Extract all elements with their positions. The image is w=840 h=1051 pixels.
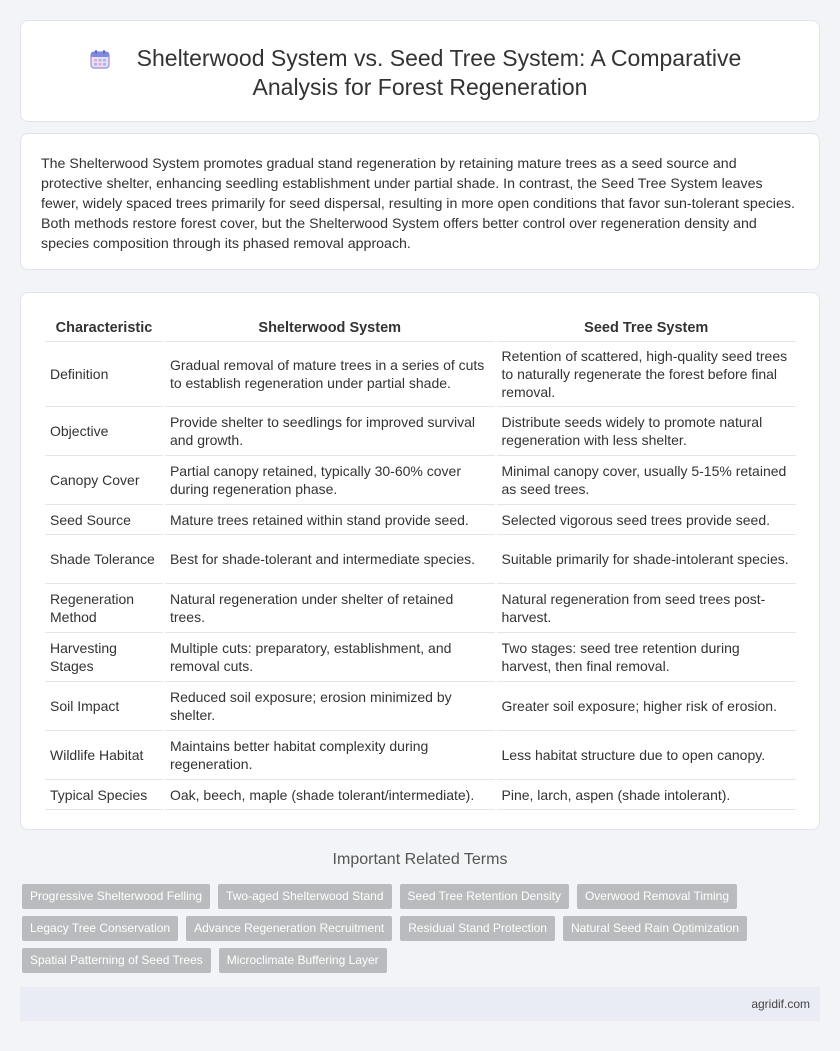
footer-site-link[interactable]: agridif.com: [751, 997, 810, 1011]
row-label: Seed Source: [45, 505, 163, 535]
shelterwood-cell: Multiple cuts: preparatory, establishment, and removal cuts.: [165, 633, 495, 682]
shelterwood-cell: Reduced soil exposure; erosion minimized by shelter.: [165, 682, 495, 731]
seed-tree-cell: Suitable primarily for shade-intolerant species.: [497, 535, 797, 584]
table-row: [45, 407, 796, 456]
shelterwood-cell: Gradual removal of mature trees in a series of cuts to establish regeneration under partial shade.: [165, 342, 495, 407]
seed-tree-cell: Greater soil exposure; higher risk of erosion.: [497, 682, 797, 731]
comparison-table-card: [20, 292, 820, 830]
related-term-tag[interactable]: Two-aged Shelterwood Stand: [218, 884, 391, 909]
row-label: Wildlife Habitat: [45, 731, 163, 780]
seed-tree-cell: Natural regeneration from seed trees post-harvest.: [497, 584, 797, 633]
table-row: [45, 342, 796, 407]
related-term-tag[interactable]: Legacy Tree Conservation: [22, 916, 178, 941]
row-label: Harvesting Stages: [45, 633, 163, 682]
related-term-tag[interactable]: Residual Stand Protection: [400, 916, 555, 941]
related-terms-list: [22, 884, 752, 973]
seed-tree-cell: Selected vigorous seed trees provide seed.: [497, 505, 797, 535]
table-row: [45, 731, 796, 780]
table-row: [45, 584, 796, 633]
row-label: Canopy Cover: [45, 456, 163, 505]
row-label: Shade Tolerance: [45, 535, 163, 584]
header-card: [20, 20, 820, 122]
related-terms-title: Important Related Terms: [332, 851, 508, 868]
page-title: [99, 44, 742, 102]
shelterwood-cell: Provide shelter to seedlings for improved survival and growth.: [165, 407, 495, 456]
seed-tree-cell: Two stages: seed tree retention during harvest, then final removal.: [497, 633, 797, 682]
row-label: Soil Impact: [45, 682, 163, 731]
table-header-row: [45, 315, 796, 342]
column-header-characteristic: Characteristic: [45, 315, 163, 342]
table-row: [45, 780, 796, 810]
related-term-tag[interactable]: Microclimate Buffering Layer: [219, 948, 387, 973]
shelterwood-cell: Oak, beech, maple (shade tolerant/intermediate).: [165, 780, 495, 810]
related-term-tag[interactable]: Progressive Shelterwood Felling: [22, 884, 210, 909]
page-title-line-2: Analysis for Forest Regeneration: [252, 74, 588, 100]
column-header-seed-tree: Seed Tree System: [497, 315, 797, 342]
comparison-table: [43, 315, 798, 810]
intro-card: [20, 133, 820, 270]
row-label: Regeneration Method: [45, 584, 163, 633]
table-row: [45, 633, 796, 682]
page-title-line-1: Shelterwood System vs. Seed Tree System: A Comparative: [136, 45, 742, 71]
related-term-tag[interactable]: Overwood Removal Timing: [577, 884, 737, 909]
table-row: [45, 682, 796, 731]
seed-tree-cell: Retention of scattered, high-quality seed trees to naturally regenerate the forest before final removal.: [497, 342, 797, 407]
table-row: [45, 535, 796, 584]
shelterwood-cell: Partial canopy retained, typically 30-60% cover during regeneration phase.: [165, 456, 495, 505]
related-term-tag[interactable]: Natural Seed Rain Optimization: [563, 916, 747, 941]
table-row: [45, 505, 796, 535]
seed-tree-cell: Distribute seeds widely to promote natural regeneration with less shelter.: [497, 407, 797, 456]
shelterwood-cell: Maintains better habitat complexity during regeneration.: [165, 731, 495, 780]
related-term-tag[interactable]: Spatial Patterning of Seed Trees: [22, 948, 211, 973]
shelterwood-cell: Mature trees retained within stand provide seed.: [165, 505, 495, 535]
table-row: [45, 456, 796, 505]
related-term-tag[interactable]: Seed Tree Retention Density: [400, 884, 569, 909]
row-label: Typical Species: [45, 780, 163, 810]
seed-tree-cell: Minimal canopy cover, usually 5-15% retained as seed trees.: [497, 456, 797, 505]
seed-tree-cell: Less habitat structure due to open canopy.: [497, 731, 797, 780]
related-term-tag[interactable]: Advance Regeneration Recruitment: [186, 916, 392, 941]
shelterwood-cell: Natural regeneration under shelter of retained trees.: [165, 584, 495, 633]
row-label: Objective: [45, 407, 163, 456]
shelterwood-cell: Best for shade-tolerant and intermediate species.: [165, 535, 495, 584]
intro-text: The Shelterwood System promotes gradual stand regeneration by retaining mature trees as a seed source and protective shelter, enhancing seedling establishment under partial shade. In contrast, the Seed Tree System leaves fewer, widely spaced trees primarily for seed dispersal, resulting in more open conditions that favor sun-tolerant species. Both methods restore forest cover, but the Shelterwood System offers better control over regeneration density and species composition through its phased removal approach.: [41, 156, 795, 252]
row-label: Definition: [45, 342, 163, 407]
seed-tree-cell: Pine, larch, aspen (shade intolerant).: [497, 780, 797, 810]
column-header-shelterwood: Shelterwood System: [165, 315, 495, 342]
footer: [20, 987, 820, 1021]
